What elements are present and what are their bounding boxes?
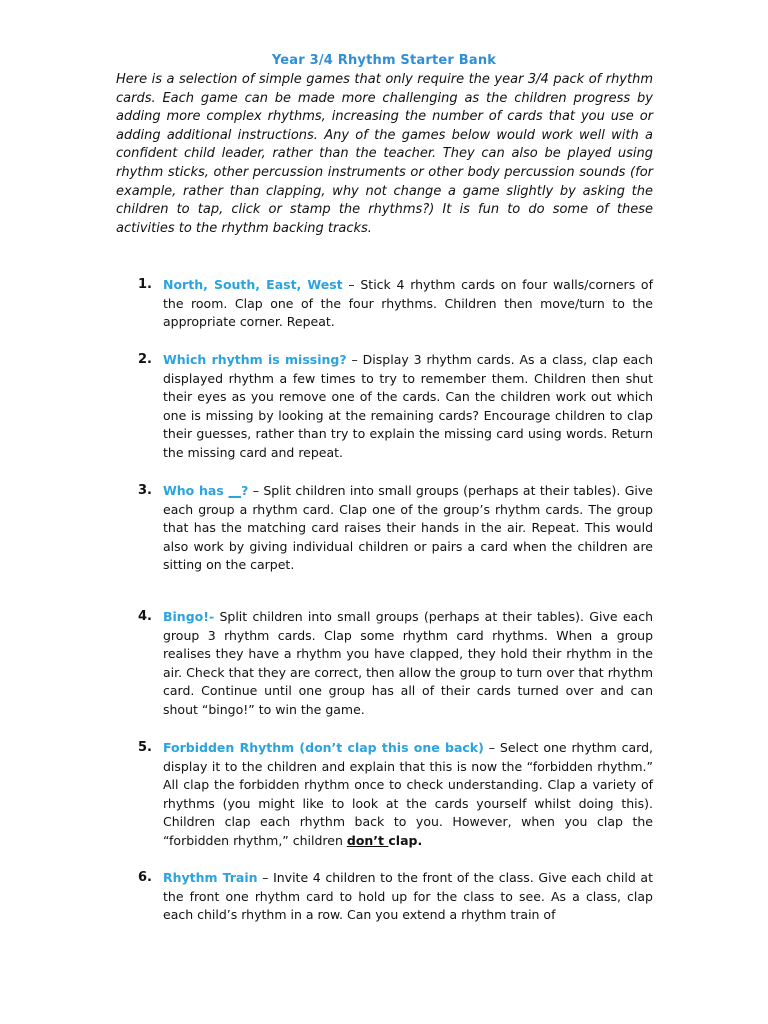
game-name: Rhythm Train (163, 870, 258, 885)
game-number: 6. (138, 870, 152, 885)
game-instructions: – Select one rhythm card, display it to the children and explain that this is now the “forbidden rhythm.” All clap the forbidden rhythm once to check understanding. Clap a variety of rhythms (you might like to look at the cards yourself whilst doing this). Children clap each rhythm back to you. However, when you clap the “forbidden rhythm,” children (163, 740, 653, 848)
game-description (163, 608, 653, 720)
game-instructions: – Invite 4 children to the front of the class. Give each child at the front one rhythm card to hold up for the class to see. As a class, clap each child’s rhythm in a row. Can you extend a rhythm train of (163, 870, 653, 923)
game-name: North, South, East, West (163, 277, 343, 292)
game-instructions: – Split children into small groups (perhaps at their tables). Give each group a rhythm card. Clap one of the group’s rhythm cards. The group that has the matching card raises their hands in the air. Repeat. This would also work by giving individual children or pairs a card when the children are sitting on the carpet. (163, 483, 653, 573)
game-name-blank: __ (228, 483, 242, 498)
game-number: 5. (138, 740, 152, 755)
emphasis-dont: don’t (346, 832, 389, 848)
game-name: Forbidden Rhythm (don’t clap this one back) (163, 740, 484, 755)
game-description (163, 869, 653, 925)
game-name: Which rhythm is missing? (163, 352, 347, 367)
game-name-end: ? (241, 483, 249, 498)
intro-paragraph: Here is a selection of simple games that only require the year 3/4 pack of rhythm cards. Each game can be made more challenging as the children progress by adding more complex rhythms, increasing the number of cards that you use or adding additional instructions. Any of the games below would work well with a confident child leader, rather than the teacher. They can also be played using rhythm sticks, other percussion instruments or other body percussion sounds (for example, rather than clapping, why not change a game slightly by asking the children to tap, click or stamp the rhythms?) It is fun to do some of these activities to the rhythm backing tracks. (116, 72, 653, 236)
game-name: Bingo!- (163, 609, 215, 624)
game-description (163, 739, 653, 851)
game-instructions: – Stick 4 rhythm cards on four walls/corners of the room. Clap one of the four rhythms. Children then move/turn to the appropriate corner. Repeat. (163, 277, 653, 330)
emphasis-clap: clap. (388, 832, 423, 848)
game-number: 4. (138, 609, 152, 624)
game-name-start: Who has (163, 483, 229, 498)
document-title: Year 3/4 Rhythm Starter Bank (271, 53, 497, 68)
game-instructions: – Display 3 rhythm cards. As a class, clap each displayed rhythm a few times to try to remember them. Children then shut their eyes as you remove one of the cards. Can the children work out which one is missing by looking at the remaining cards? Encourage children to clap their guesses, rather than try to explain the missing card using words. Return the missing card and repeat. (163, 352, 654, 460)
game-description (163, 276, 653, 332)
game-number: 3. (138, 483, 152, 498)
game-instructions: Split children into small groups (perhaps at their tables). Give each group 3 rhythm cards. Clap some rhythm card rhythms. When a group realises they have a rhythm you have clapped, they hold their rhythm in the air. Check that they are correct, then allow the group to turn over that rhythm card. Continue until one group has all of their cards turned over and can shout “bingo!” to win the game. (163, 609, 653, 717)
game-number: 2. (138, 352, 152, 367)
game-name (163, 483, 248, 498)
game-number: 1. (138, 277, 152, 292)
game-description (163, 351, 653, 463)
game-description (163, 482, 653, 575)
